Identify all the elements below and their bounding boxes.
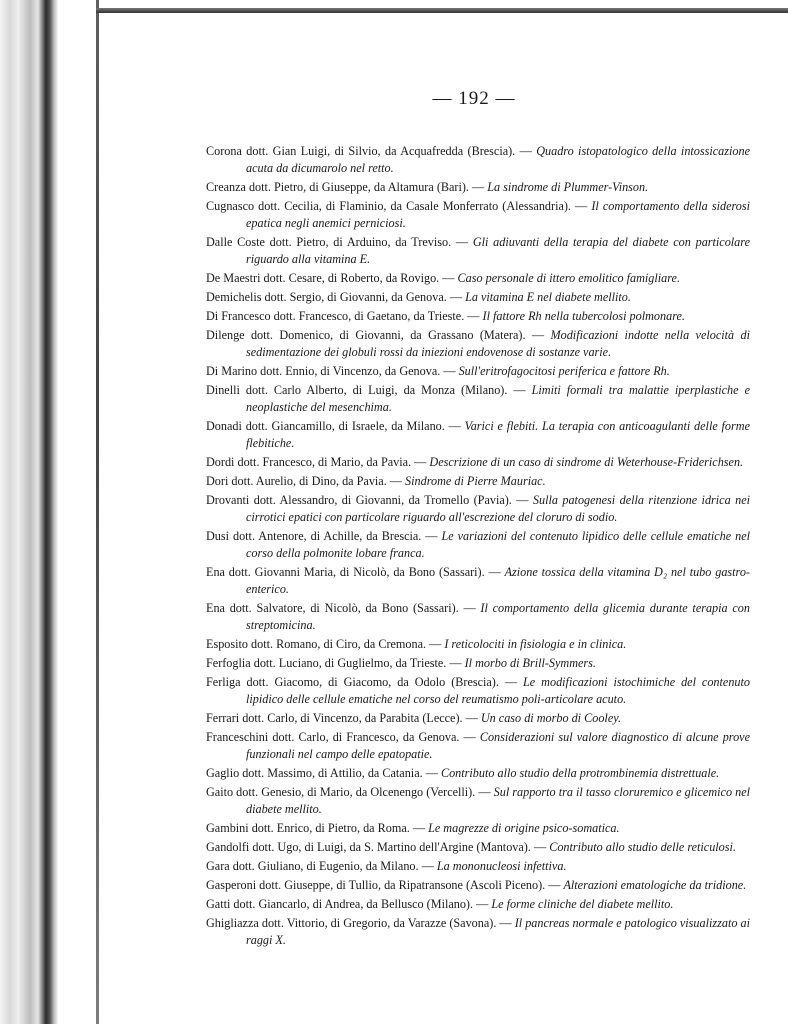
entry-title: Il comportamento della glicemia durante terapia con streptomicina. (246, 601, 750, 632)
entry-title: Sulla patogenesi della ritenzione idrica nei cirrotici epatici con particolare riguardo all'escrezione del cloruro di sodio. (246, 493, 750, 524)
list-item (206, 289, 750, 306)
list-item (206, 564, 750, 598)
list-item (206, 473, 750, 490)
entry-author: Cugnasco dott. Cecilia, di Flaminio, da Casale Monferrato (Alessandria). — (206, 199, 592, 213)
entry-author: Gasperoni dott. Giuseppe, di Tullio, da Ripatransone (Ascoli Piceno). — (206, 878, 564, 892)
entry-title: Considerazioni sul valore diagnostico di alcune prove funzionali nel campo delle epatopatie. (246, 730, 750, 761)
entry-title: Il pancreas normale e patologico visualizzato ai raggi X. (246, 916, 750, 947)
entry-author: Corona dott. Gian Luigi, di Silvio, da Acquafredda (Brescia). — (206, 144, 537, 158)
list-item (206, 729, 750, 763)
list-item (206, 143, 750, 177)
entry-author: Gaito dott. Genesio, di Mario, da Olcenengo (Vercelli). — (206, 785, 494, 799)
entry-author: Ferliga dott. Giacomo, di Giacomo, da Odolo (Brescia). — (206, 675, 524, 689)
entry-title: I reticolociti in fisiologia e in clinica. (444, 637, 627, 651)
entry-author: De Maestri dott. Cesare, di Roberto, da Rovigo. — (206, 271, 458, 285)
list-item (206, 454, 750, 471)
entry-title: Le magrezze di origine psico-somatica. (428, 821, 620, 835)
list-item (206, 784, 750, 818)
entry-author: Ena dott. Giovanni Maria, di Nicolò, da Bono (Sassari). — (206, 565, 505, 579)
list-item (206, 915, 750, 949)
list-item (206, 877, 750, 894)
entry-author: Di Marino dott. Ennio, di Vincenzo, da Genova. — (206, 364, 459, 378)
entry-author: Dalle Coste dott. Pietro, di Arduino, da Treviso. — (206, 235, 473, 249)
entry-title: Il fattore Rh nella tubercolosi polmonare. (482, 309, 685, 323)
list-item (206, 234, 750, 268)
entry-author: Gaglio dott. Massimo, di Attilio, da Catania. — (206, 766, 441, 780)
list-item (206, 179, 750, 196)
entry-title: Sul rapporto tra il tasso cloruremico e glicemico nel diabete mellito. (246, 785, 751, 816)
list-item (206, 674, 750, 708)
entry-author: Gambini dott. Enrico, di Pietro, da Roma. — (206, 821, 429, 835)
entry-author: Demichelis dott. Sergio, di Giovanni, da Genova. — (206, 290, 466, 304)
entry-title: Azione tossica della vitamina D₂ nel tubo gastro-enterico. (246, 565, 750, 596)
entry-title: La mononucleosi infettiva. (436, 859, 567, 873)
entry-author: Ena dott. Salvatore, di Nicolò, da Bono (Sassari). — (206, 601, 481, 615)
list-item (206, 382, 750, 416)
entry-title: Modificazioni indotte nella velocità di sedimentazione dei globuli rossi da iniezioni endovenose di sostanze varie. (246, 328, 750, 359)
entry-title: Alterazioni ematologiche da tridione. (563, 878, 747, 892)
entry-author: Creanza dott. Pietro, di Giuseppe, da Altamura (Bari). — (206, 180, 488, 194)
entry-title: Le forme cliniche del diabete mellito. (491, 897, 674, 911)
entry-title: Varici e flebiti. La terapia con anticoagulanti delle forme flebitiche. (246, 419, 750, 450)
entry-author: Dori dott. Aurelio, di Dino, da Pavia. — (206, 474, 406, 488)
list-item (206, 765, 750, 782)
entry-title: Le modificazioni istochimiche del contenuto lipidico delle cellule ematiche nel corso del reumatismo poli-articolare acuto. (246, 675, 750, 706)
page-edge-line (96, 0, 99, 1024)
entry-title: Quadro istopatologico della intossicazione acuta da dicumarolo nel retto. (246, 144, 750, 175)
list-item (206, 327, 750, 361)
entry-author: Drovanti dott. Alessandro, di Giovanni, da Tromello (Pavia). — (206, 493, 533, 507)
entry-author: Dinelli dott. Carlo Alberto, di Luigi, da Monza (Milano). — (206, 383, 532, 397)
list-item (206, 270, 750, 287)
list-item (206, 710, 750, 727)
list-item (206, 308, 750, 325)
entry-title: Il morbo di Brill-Symmers. (464, 656, 596, 670)
entry-title: La sindrome di Plummer-Vinson. (487, 180, 649, 194)
list-item (206, 858, 750, 875)
entry-author: Dilenge dott. Domenico, di Giovanni, da Grassano (Matera). — (206, 328, 551, 342)
entry-author: Ferrari dott. Carlo, di Vincenzo, da Parabita (Lecce). — (206, 711, 481, 725)
entry-title: Il comportamento della siderosi epatica negli anemici perniciosi. (246, 199, 750, 230)
entry-title: Descrizione di un caso di sindrome di Weterhouse-Friderichsen. (429, 455, 744, 469)
entry-title: Un caso di morbo di Cooley. (480, 711, 622, 725)
list-item (206, 896, 750, 913)
entry-author: Ferfoglia dott. Luciano, di Guglielmo, da Trieste. — (206, 656, 465, 670)
list-item (206, 492, 750, 526)
list-item (206, 655, 750, 672)
top-edge-rule (96, 8, 788, 13)
entry-author: Ghigliazza dott. Vittorio, di Gregorio, da Varazze (Savona). — (206, 916, 515, 930)
entry-title: Sindrome di Pierre Mauriac. (405, 474, 546, 488)
entry-title: Contributo allo studio della protrombinemia distrettuale. (440, 766, 720, 780)
list-item (206, 839, 750, 856)
entry-title: Gli adiuvanti della terapia del diabete con particolare riguardo alla vitamina E. (246, 235, 750, 266)
entry-title: Contributo allo studio delle reticulosi. (549, 840, 736, 854)
list-item (206, 528, 750, 562)
list-item (206, 418, 750, 452)
entry-author: Di Francesco dott. Francesco, di Gaetano, da Trieste. — (206, 309, 483, 323)
entry-title: Le variazioni del contenuto lipidico delle cellule ematiche nel corso della polmonite lobare franca. (246, 529, 751, 560)
list-item (206, 600, 750, 634)
entry-author: Gandolfi dott. Ugo, di Luigi, da S. Martino dell'Argine (Mantova). — (206, 840, 550, 854)
entry-title: Sull'eritrofagocitosi periferica e fattore Rh. (458, 364, 670, 378)
entry-title: La vitamina E nel diabete mellito. (465, 290, 631, 304)
entry-author: Esposito dott. Romano, di Ciro, da Cremona. — (206, 637, 445, 651)
entry-author: Donadi dott. Giancamillo, di Israele, da Milano. — (206, 419, 465, 433)
entry-author: Gatti dott. Giancarlo, di Andrea, da Bellusco (Milano). — (206, 897, 492, 911)
entry-author: Franceschini dott. Carlo, di Francesco, da Genova. — (206, 730, 480, 744)
entry-list (206, 143, 750, 951)
entry-title: Caso personale di ittero emolitico famigliare. (457, 271, 681, 285)
list-item (206, 363, 750, 380)
entry-title: Limiti formali tra malattie iperplastiche e neoplastiche del mesenchima. (246, 383, 750, 414)
list-item (206, 198, 750, 232)
page-number: — 192 — (432, 88, 516, 109)
book-binding-shadow (0, 0, 58, 1024)
entry-author: Gara dott. Giuliano, di Eugenio, da Milano. — (206, 859, 437, 873)
entry-author: Dusi dott. Antenore, di Achille, da Brescia. — (206, 529, 442, 543)
entry-author: Dordi dott. Francesco, di Mario, da Pavia. — (206, 455, 430, 469)
list-item (206, 636, 750, 653)
list-item (206, 820, 750, 837)
